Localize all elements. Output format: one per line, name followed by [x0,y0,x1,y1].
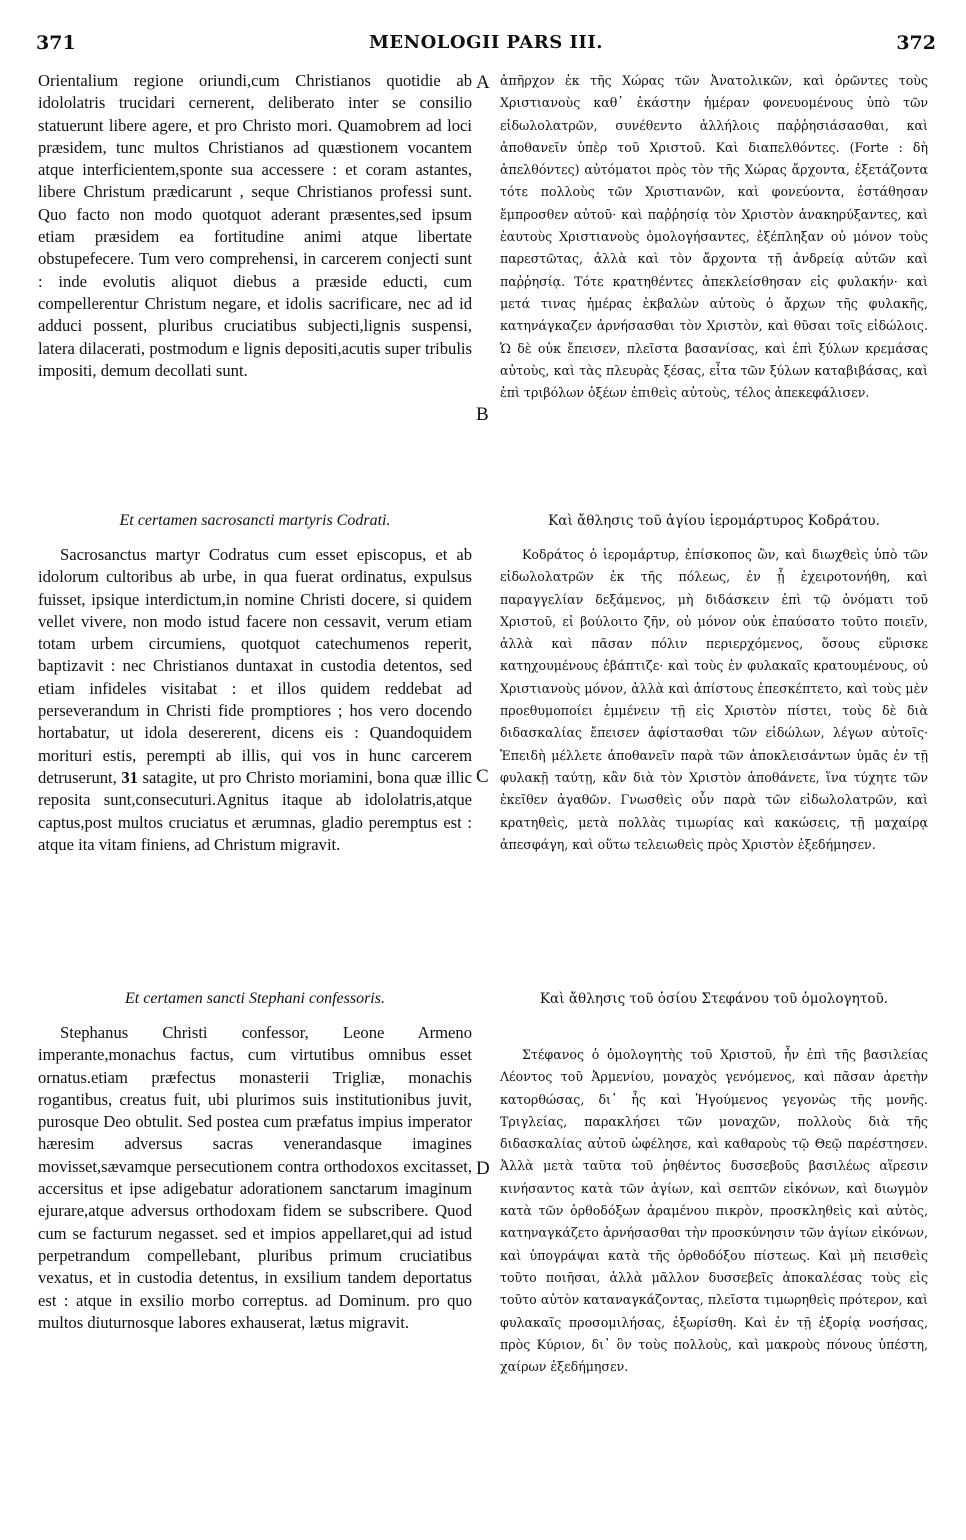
margin-letter-b: B [476,404,489,425]
margin-letter-d: D [476,1158,490,1179]
margin-letter-c: C [476,766,489,787]
latin-marginal-number: 31 [121,767,138,787]
greek-heading-stephanos: Καὶ ἄθλησις τοῦ ὁσίου Στεφάνου τοῦ ὁμολογητοῦ. [539,991,889,1007]
page-number-right: 372 [896,32,936,54]
greek-paragraph-1: ἀπῆρχον ἐκ τῆς Χώρας τῶν Ἀνατολικῶν, καὶ ὁρῶντες τοὺς Χριστιανοὺς καθ᾽ ἑκάστην ἡμέραν φονευομένους ὑπὸ τῶν εἰδωλολατρῶν, συνέθεντο ἀλλήλοις παῤῥησιάσασθαι, καὶ ἀποθανεῖν ὑπὲρ τοῦ Χριστοῦ. Καὶ διαπελθόντες. (Forte : δὴ ἀπελθόντες) αὐτόματοι πρὸς τὸν τῆς Χώρας ἄρχοντα, ἐξετάζοντα τότε πολλοὺς τῶν Χριστιανῶν, καὶ φονεύοντα, ἐστάθησαν ἔμπροσθεν αὐτοῦ· καὶ παῤῥησίᾳ τὸν Χριστὸν ἀνακηρύξαντες, καὶ ἑαυτοὺς Χριστιανοὺς ὁμολογήσαντες, ἐξέπληξαν οὐ μόνον τοὺς παρεστῶτας, ἀλλὰ καὶ τὸν ἄρχοντα τῇ ἀνδρείᾳ αὐτῶν καὶ παῤῥησίᾳ. Τότε κρατηθέντες ἀπεκλείσθησαν εἰς φυλακήν· καὶ μετά τινας ἡμέρας ἐκβαλὼν αὐτοὺς ὁ ἄρχων τῆς φυλακῆς, κατηνάγκαζεν ἀρνήσασθαι τὸν Χριστὸν, καὶ θῦσαι τοῖς εἰδώλοις. Ὡ δὲ οὐκ ἔπεισεν, πλεῖστα βασανίσας, καὶ ἐπὶ ξύλων κρεμάσας αὐτοὺς, καὶ τὰς πλευρὰς ξέσας, εἶτα τῶν ξύλων καταβιβάσας, καὶ ἐπὶ τριβόλων ὀξέων ἐπιθεὶς αὐτοὺς, τέλος ἀπεκεφάλισεν. [500,73,928,401]
latin-paragraph-2-a: Sacrosanctus martyr Codratus cum esset episcopus, et ab idolorum cultoribus ab urbe, in qua fuerat ordinatus, expulsus fuisset, ipsique interdictum,in nomine Christi docere, si quidem vellet vivere, non modo istud facere non cessavit, verum etiam totam urbem circumiens, quotquot catechumenos reperit, baptizavit : nec Christianos duntaxat in custodia detentos, sed etiam infideles visitabat : et illos quidem reddebat ad perseverandum in Christi fide promptiores ; hos vero docendo hortabatur, ut idola desererent, dicens eis : Quandoquidem morituri estis, perempti ab illis, qui vos in hunc carcerem detruserunt, [38,545,472,787]
greek-heading-kodratos: Καὶ ἄθλησις τοῦ ἁγίου ἱερομάρτυρος Κοδράτου. [548,513,880,529]
greek-paragraph-2: Κοδράτος ὁ ἱερομάρτυρ, ἐπίσκοπος ὢν, καὶ διωχθεὶς ὑπὸ τῶν εἰδωλολατρῶν ἐκ τῆς πόλεως, ἐν ᾗ ἐχειροτονήθη, καὶ παραγγελίαν δεξάμενος, μὴ διδάσκειν ἐπὶ τῷ ὀνόματι τοῦ Χριστοῦ, εἰ βούλοιτο ζῆν, οὐ μόνον οὐκ ἐπαύσατο τοῦτο ποιεῖν, ἀλλὰ καὶ πᾶσαν πόλιν περιερχόμενος, ὅσους εὕρισκε κατηχουμένους ἐβάπτιζε· καὶ τοὺς ἐν φυλακαῖς κρατουμένους, οὐ Χριστιανοὺς μόνον, ἀλλὰ καὶ ἀπίστους ἐπεσκέπτετο, καὶ τοὺς μὲν προεθυμοποίει ἐμμένειν τῇ εἰς Χριστὸν πίστει, τοὺς δὲ διὰ διδασκαλίας ἔπεισεν ἀφίστασθαι τῶν εἰδώλων, λέγων αὐτοῖς· Ἐπειδὴ μέλλετε ἀποθανεῖν παρὰ τῶν ἀποκλεισάντων ὑμᾶς ἐν τῇ φυλακῇ ταύτῃ, κἂν διὰ τὸν Χριστὸν ἀποθάνετε, ἵνα τύχητε τῶν ἐκεῖθεν ἀγαθῶν. Γνωσθεὶς οὖν παρὰ τῶν εἰδωλολατρῶν, καὶ κρατηθεὶς, μετὰ πολλὰς τιμωρίας καὶ κακώσεις, τῇ μαχαίρᾳ ἀπεσφάγη, καὶ οὕτω τελειωθεὶς πρὸς Χριστὸν ἐξεδήμησεν. [500,547,928,852]
running-title: MENOLOGII PARS III. [368,32,604,53]
latin-paragraph-3: Stephanus Christi confessor, Leone Armeno imperante,monachus factus, cum virtutibus omnibus esset ornatus.etiam præfectus monasterii Trigliæ, monachis rogantibus, creatus fuit, ubi plurimos suis institutionibus juvit, purosque Deo obtulit. Sed postea cum præfatus impius imperator hæresim adversus sacras venerandasque imagines movisset,sævamque persecutionem contra orthodoxos excitasset, accersitus et ipse adigebatur adorationem sanctarum imaginum ejurare,atque adversus orthodoxam fidem se subscribere. Quod cum se facturum negasset. sed et impios appellaret,qui ad istud perpetrandum compellebant, pluribus primum cruciatibus vexatus, et in custodia detentus, in exsilium tandem deportatus est : atque in exsilio morbo correptus. ad Dominum. pro quo multos diuturnosque labores exhauserat, lætus migravit. [38,1023,472,1332]
margin-letter-a: A [476,72,490,93]
latin-heading-codratus: Et certamen sacrosancti martyris Codrati. [119,512,391,529]
latin-paragraph-2 [38,544,472,856]
latin-heading-stephanus: Et certamen sancti Stephani confessoris. [125,990,385,1007]
greek-paragraph-3: Στέφανος ὁ ὁμολογητὴς τοῦ Χριστοῦ, ἦν ἐπὶ τῆς βασιλείας Λέοντος τοῦ Ἀρμενίου, μοναχὸς γενόμενος, καὶ πᾶσαν ἀρετὴν κατορθώσας, δι᾽ ἧς καὶ Ἡγούμενος γεγονὼς τῆς μονῆς. Τριγλείας, παρακλήσει τῶν μοναχῶν, πολλοὺς διὰ τῆς διδασκαλίας αὐτοῦ ὠφέλησε, καὶ καθαροὺς τῷ Θεῷ παρέστησεν. Ἀλλὰ μετὰ ταῦτα τοῦ ῥηθέντος δυσσεβοῦς βασιλέως αἵρεσιν κινήσαντος κατὰ τῶν ἁγίων, καὶ σεπτῶν εἰκόνων, καὶ διωγμὸν κατὰ τῶν ὀρθοδόξων ἀραμένου πικρὸν, προσκληθεὶς καὶ αὐτὸς, κατηναγκάζετο ἀρνήσασθαι τὴν προσκύνησιν τῶν ἁγίων εἰκόνων, καὶ ὑπογράψαι κατὰ τῆς ὀρθοδόξου πίστεως. Καὶ μὴ πεισθεὶς τοῦτο ποιῆσαι, ἀλλὰ μᾶλλον δυσσεβεῖς ἀποκαλέσας τοὺς εἰς τοῦτο αὐτὸν καταναγκάζοντας, πλεῖστα τιμωρηθεὶς πρότερον, καὶ φυλακαῖς προσομιλήσας, ἐξωρίσθη. Καὶ ἐν τῇ ἐξορίᾳ νοσήσας, πρὸς Κύριον, δι᾽ ὃν τοὺς πολλοὺς, καὶ μακροὺς πόνους ὑπέστη, χαίρων ἐξεδήμησεν. [500,1047,928,1375]
page-number-left: 371 [36,32,76,54]
latin-paragraph-2-b: satagite, ut pro Christo moriamini, bona quæ illic reposita sunt,consecuturi.Agnitus itaque ab idololatris,atque captus,post multos cruciatus et ærumnas, gladio peremptus est : atque ita vitam finiens, ad Christum migravit. [38,767,472,854]
running-header [36,32,936,62]
latin-paragraph-1: Orientalium regione oriundi,cum Christianos quotidie ab idololatris trucidari cernerent, deliberato inter se consilio statuerunt libere agere, et pro Christo mori. Quamobrem ad loci præsidem, tunc multos Christianos ad quæstionem vocantem atque interficientem,sponte sua accessere : et coram astantes, libere Christum prædicarunt , seque Christianos professi sunt. Quo facto non modo quotquot aderant præsentes,sed ipsum etiam præsidem ea fortitudine animi atque libertate obstupefecere. Tum vero comprehensi, in carcerem conjecti sunt : inde evolutis aliquot diebus a præside educti, cum compellerentur Christum negare, et idolis sacrificare, nec ad id adduci possent, pluribus cruciatibus subjecti,lignis suspensi, latera dilacerati, postmodum e lignis depositi,acutis super tribulis impositi, demum decollati sunt. [38,71,472,380]
